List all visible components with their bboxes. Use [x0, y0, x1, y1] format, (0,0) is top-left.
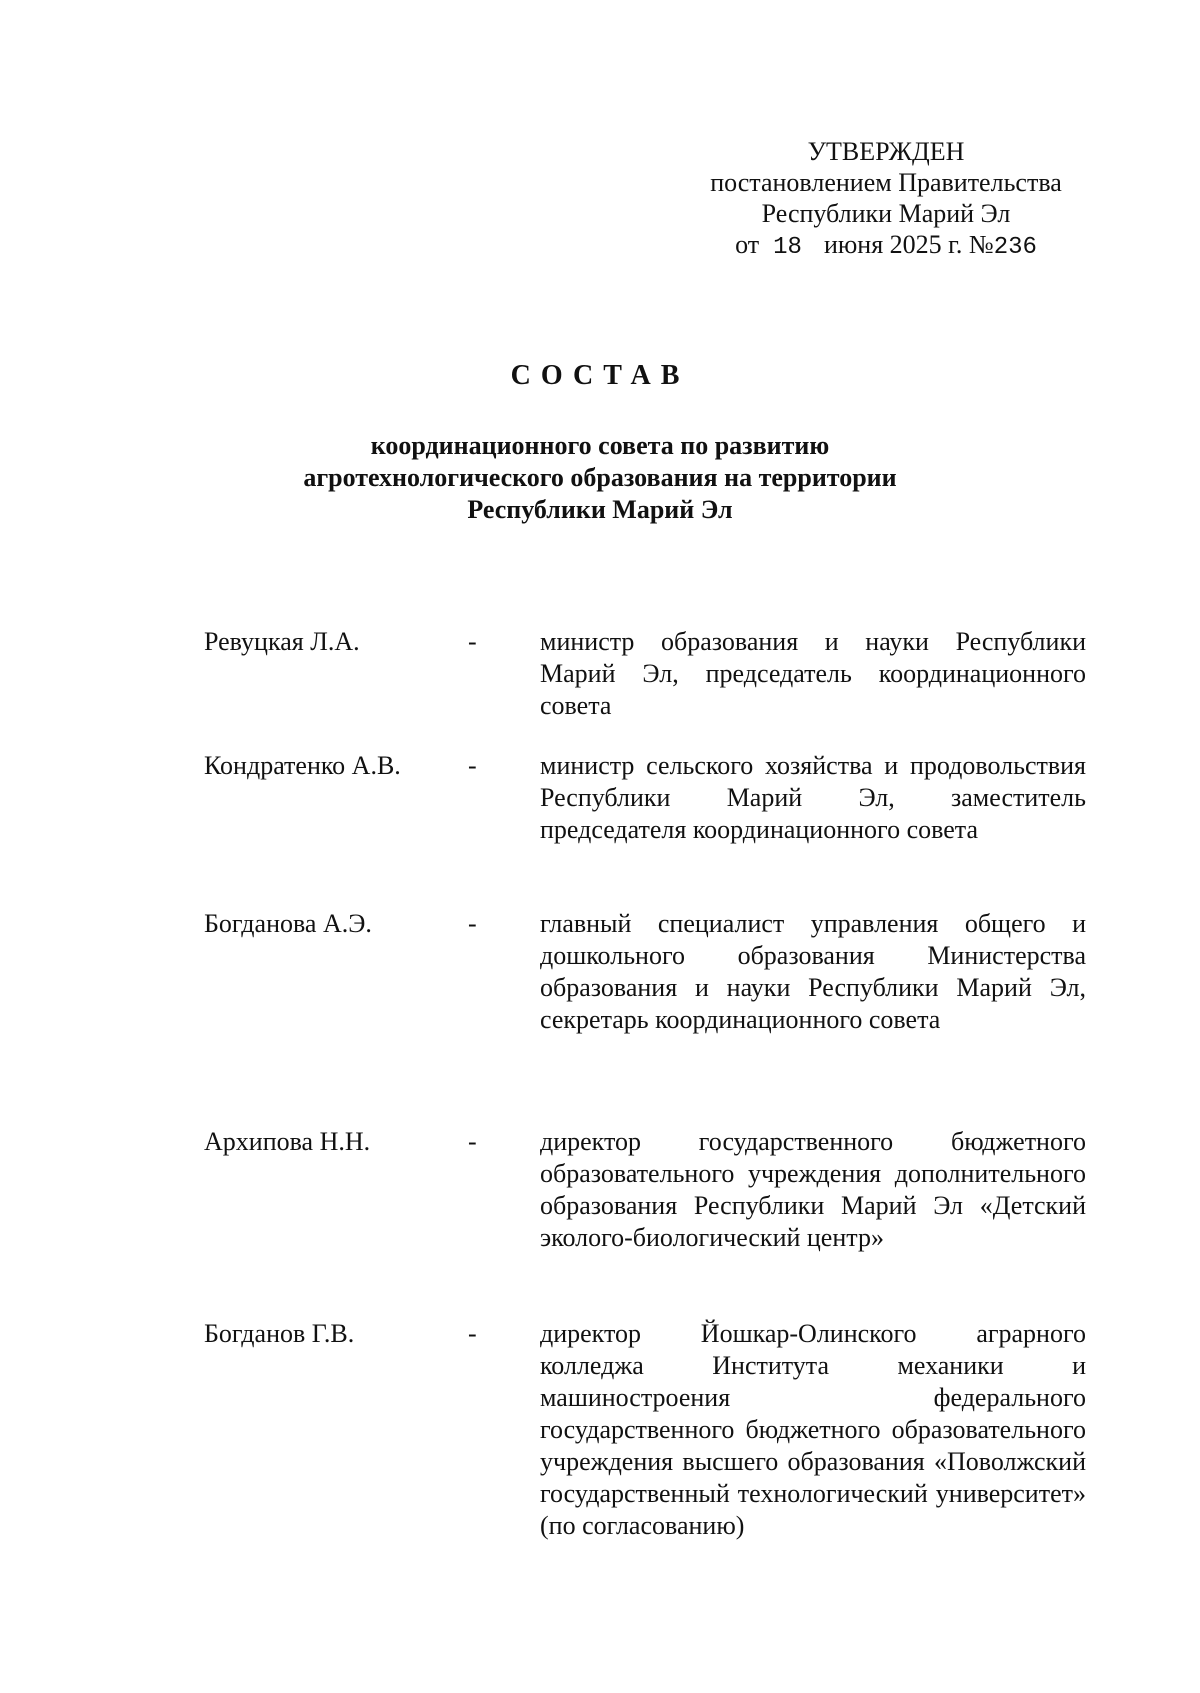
- member-role: министр сельского хозяйства и продовольствия Республики Марий Эл, заместитель председателя координационного совета: [540, 751, 1086, 844]
- member-dash: -: [468, 1127, 477, 1156]
- member-dash: -: [468, 1319, 477, 1348]
- member-name: Богданов Г.В.: [204, 1319, 355, 1348]
- member-role: главный специалист управления общего и дошкольного образования Министерства образования и науки Республики Марий Эл, секретарь координационного совета: [540, 909, 1086, 1034]
- approval-line-republic: Республики Марий Эл: [761, 199, 1011, 228]
- member-name: Архипова Н.Н.: [204, 1127, 371, 1156]
- member-dash: -: [468, 909, 477, 938]
- member-role: министр образования и науки Республики Марий Эл, председатель координационного совета: [540, 627, 1086, 720]
- subtitle-line-2: агротехнологического образования на территории: [303, 463, 897, 492]
- subtitle-line-1: координационного совета по развитию: [370, 431, 830, 460]
- approval-number: 236: [993, 234, 1037, 261]
- member-role: директор Йошкар-Олинского аграрного колледжа Института механики и машиностроения федерального государственного бюджетного образовательного учреждения высшего образования «Поволжский государственный технологический университет» (по согласованию): [540, 1319, 1086, 1540]
- document-subtitle: [0, 430, 1200, 526]
- document-title: СОСТАВ: [510, 360, 690, 391]
- member-role: директор государственного бюджетного образовательного учреждения дополнительного образования Республики Марий Эл «Детский эколого-биологический центр»: [540, 1127, 1086, 1252]
- member-dash: -: [468, 627, 477, 656]
- approval-line-resolution: постановлением Правительства: [710, 168, 1062, 197]
- approval-stamp: [686, 136, 1086, 263]
- approval-month-year: июня 2025 г. №: [823, 230, 994, 259]
- member-dash: -: [468, 751, 477, 780]
- member-name: Ревуцкая Л.А.: [204, 627, 360, 656]
- approval-heading: УТВЕРЖДЕН: [807, 137, 965, 166]
- approval-date-prefix: от: [735, 230, 760, 259]
- member-name: Богданова А.Э.: [204, 909, 372, 938]
- subtitle-line-3: Республики Марий Эл: [467, 495, 733, 524]
- member-name: Кондратенко А.В.: [204, 751, 401, 780]
- approval-date-line: [686, 229, 1086, 263]
- approval-day: 18: [773, 234, 802, 261]
